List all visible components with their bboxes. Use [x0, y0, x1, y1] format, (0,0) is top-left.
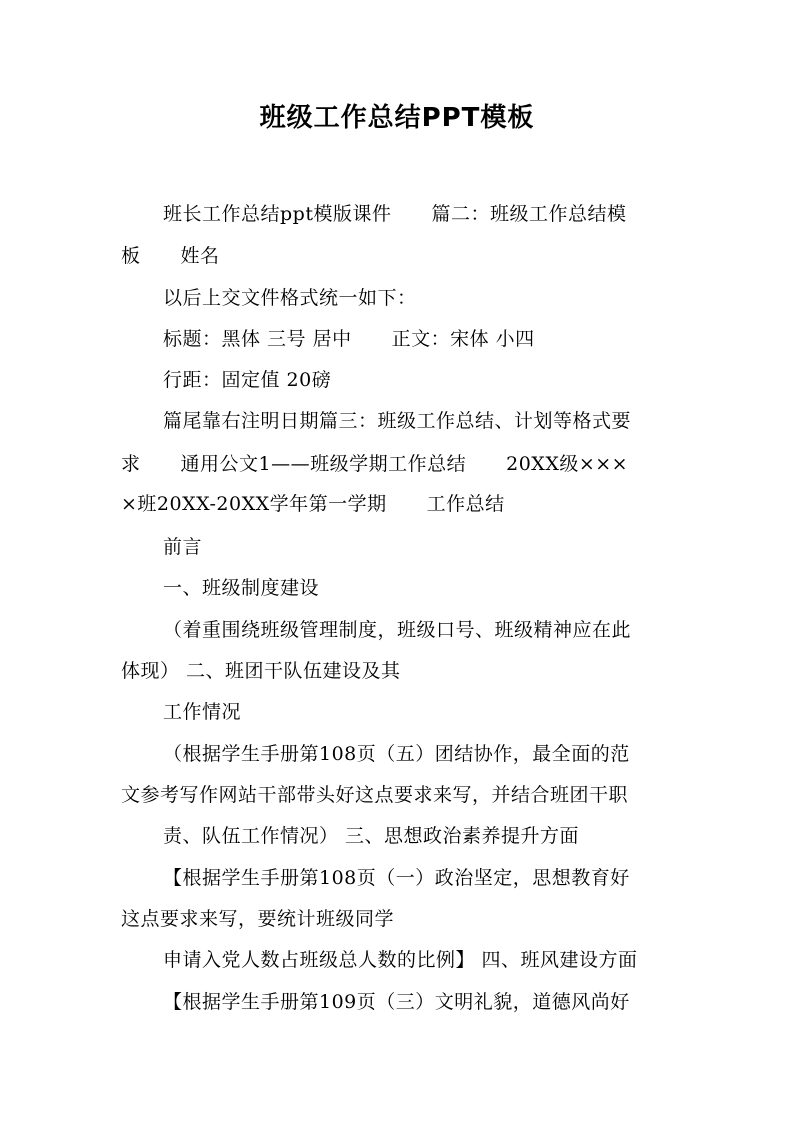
- text-segment: 姓名: [180, 245, 220, 267]
- paragraph-line: [121, 781, 628, 809]
- document-title: 班级工作总结PPT模板: [259, 103, 535, 133]
- text-segment: 行距：固定值 20磅: [163, 369, 332, 391]
- text-segment: 板: [121, 245, 141, 267]
- text-segment: 体现） 二、班团干队伍建设及其: [121, 660, 401, 682]
- text-segment: 工作情况: [163, 701, 242, 723]
- paragraph-line: [163, 574, 319, 602]
- text-segment: ×班20XX-20XX学年第一学期: [121, 493, 387, 515]
- paragraph-line: [163, 200, 626, 228]
- paragraph-line: [163, 988, 630, 1016]
- text-segment: 【根据学生手册第108页（一）政治坚定，思想教育好: [163, 867, 630, 889]
- text-segment: 篇二：班级工作总结模: [431, 203, 627, 225]
- paragraph-line: [163, 325, 535, 353]
- text-segment: 篇尾靠右注明日期篇三：班级工作总结、计划等格式要: [163, 410, 632, 432]
- text-segment: 以后上交文件格式统一如下：: [163, 287, 417, 309]
- text-segment: 20XX级×××: [506, 453, 629, 475]
- text-segment: 这点要求来写，要统计班级同学: [121, 908, 395, 930]
- paragraph-line: [163, 366, 331, 394]
- paragraph-line: [163, 616, 631, 644]
- paragraph-line: [163, 698, 241, 726]
- paragraph-line: [121, 490, 505, 518]
- paragraph-line: [163, 533, 202, 561]
- text-segment: 申请入党人数占班级总人数的比例】 四、班风建设方面: [163, 949, 638, 971]
- paragraph-line: [163, 864, 630, 892]
- paragraph-line: [121, 905, 394, 933]
- paragraph-line: [163, 284, 417, 312]
- text-segment: （根据学生手册第108页（五）团结协作，最全面的范: [163, 743, 630, 765]
- paragraph-line: [121, 242, 220, 270]
- text-segment: 求: [121, 453, 141, 475]
- paragraph-line: [163, 740, 630, 768]
- text-segment: 班长工作总结ppt模版课件: [163, 203, 392, 225]
- text-segment: 前言: [163, 536, 203, 558]
- paragraph-line: [163, 822, 579, 850]
- text-segment: 工作总结: [426, 493, 505, 515]
- text-segment: 【根据学生手册第109页（三）文明礼貌，道德风尚好: [163, 991, 630, 1013]
- text-segment: 一、班级制度建设: [163, 577, 320, 599]
- text-segment: 责、队伍工作情况） 三、思想政治素养提升方面: [163, 825, 580, 847]
- text-segment: 通用公文1——班级学期工作总结: [180, 453, 467, 475]
- paragraph-line: [121, 450, 628, 478]
- paragraph-line: [121, 657, 401, 685]
- text-segment: 文参考写作网站干部带头好这点要求来写，并结合班团干职: [121, 784, 629, 806]
- text-segment: （着重围绕班级管理制度，班级口号、班级精神应在此: [163, 619, 632, 641]
- paragraph-line: [163, 946, 638, 974]
- paragraph-line: [163, 407, 631, 435]
- text-segment: 正文：宋体 小四: [391, 328, 535, 350]
- text-segment: 标题：黑体 三号 居中: [163, 328, 352, 350]
